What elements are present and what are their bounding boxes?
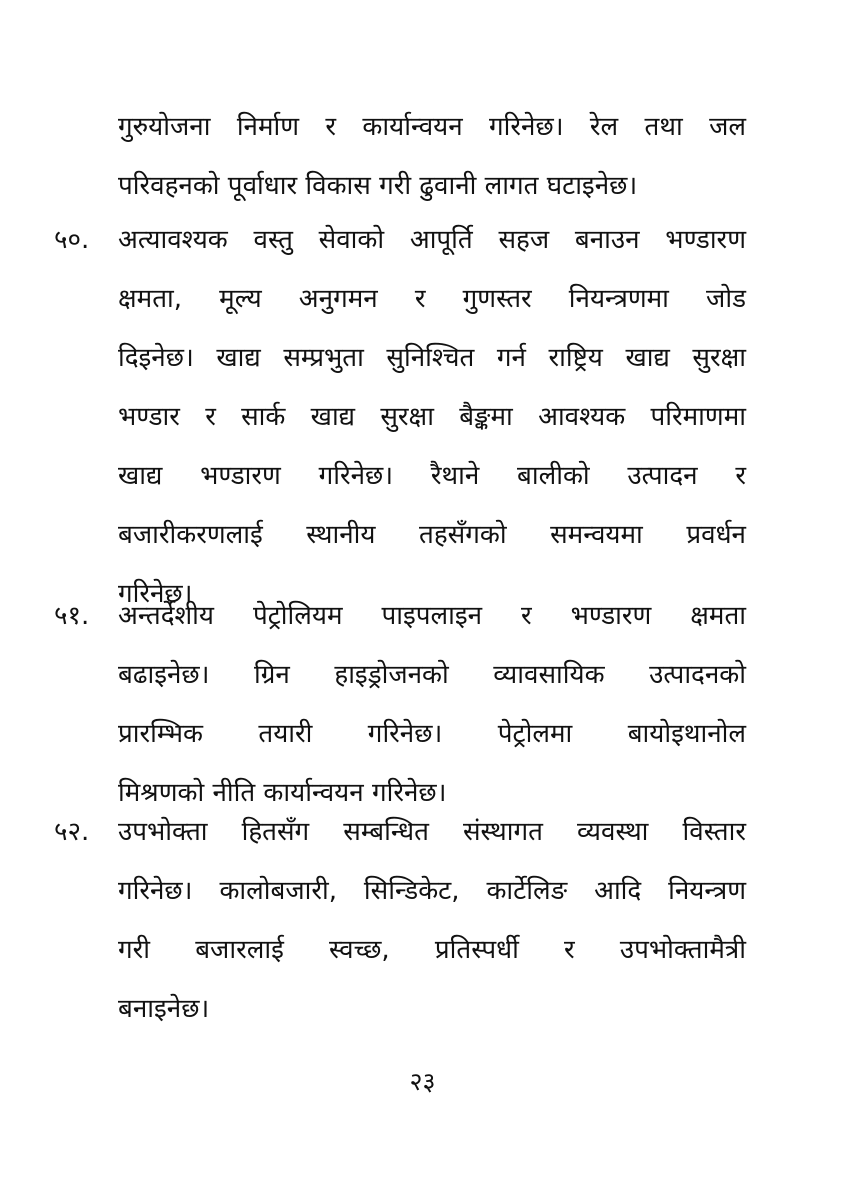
continuation-text <box>118 98 746 216</box>
text-line: बनाइनेछ। <box>118 994 210 1024</box>
text-line: अन्तर्देशीय पेट्रोलियम पाइपलाइन र भण्डारण क्षमता <box>118 601 746 631</box>
page-number: २३ <box>409 1067 436 1096</box>
text-line: गरी बजारलाई स्वच्छ, प्रतिस्पर्धी र उपभोक्तामैत्री <box>118 935 746 965</box>
text-line: गरिनेछ। <box>118 579 193 609</box>
paragraph-number: ५१. <box>54 601 90 631</box>
text-line: खाद्य भण्डारण गरिनेछ। रैथाने बालीको उत्पादन र <box>118 461 746 491</box>
paragraph-number: ५२. <box>54 817 90 847</box>
text-line: बजारीकरणलाई स्थानीय तहसँगको समन्वयमा प्रवर्धन <box>118 520 746 550</box>
text-line: प्रारम्भिक तयारी गरिनेछ। पेट्रोलमा बायोइथानोल <box>118 719 746 749</box>
text-line: दिइनेछ। खाद्य सम्प्रभुता सुनिश्चित गर्न राष्ट्रिय खाद्य सुरक्षा <box>118 343 746 373</box>
text-line: गुरुयोजना निर्माण र कार्यान्वयन गरिनेछ। रेल तथा जल <box>118 112 746 142</box>
paragraph-text <box>118 211 746 624</box>
text-line: भण्डार र सार्क खाद्य सुरक्षा बैङ्कमा आवश्यक परिमाणमा <box>118 402 746 432</box>
text-line: क्षमता, मूल्य अनुगमन र गुणस्तर नियन्त्रणमा जोड <box>118 284 746 314</box>
text-line: परिवहनको पूर्वाधार विकास गरी ढुवानी लागत घटाइनेछ। <box>118 171 638 201</box>
text-line: गरिनेछ। कालोबजारी, सिन्डिकेट, कार्टेलिङ आदि नियन्त्रण <box>118 876 746 906</box>
text-line: अत्यावश्यक वस्तु सेवाको आपूर्ति सहज बनाउन भण्डारण <box>118 225 746 255</box>
paragraph-text <box>118 803 746 1039</box>
paragraph-text <box>118 587 746 823</box>
text-line: मिश्रणको नीति कार्यान्वयन गरिनेछ। <box>118 778 447 808</box>
text-line: उपभोक्ता हितसँग सम्बन्धित संस्थागत व्यवस्था विस्तार <box>118 817 746 847</box>
text-line: बढाइनेछ। ग्रिन हाइड्रोजनको व्यावसायिक उत्पादनको <box>118 660 746 690</box>
paragraph-number: ५०. <box>54 225 90 255</box>
